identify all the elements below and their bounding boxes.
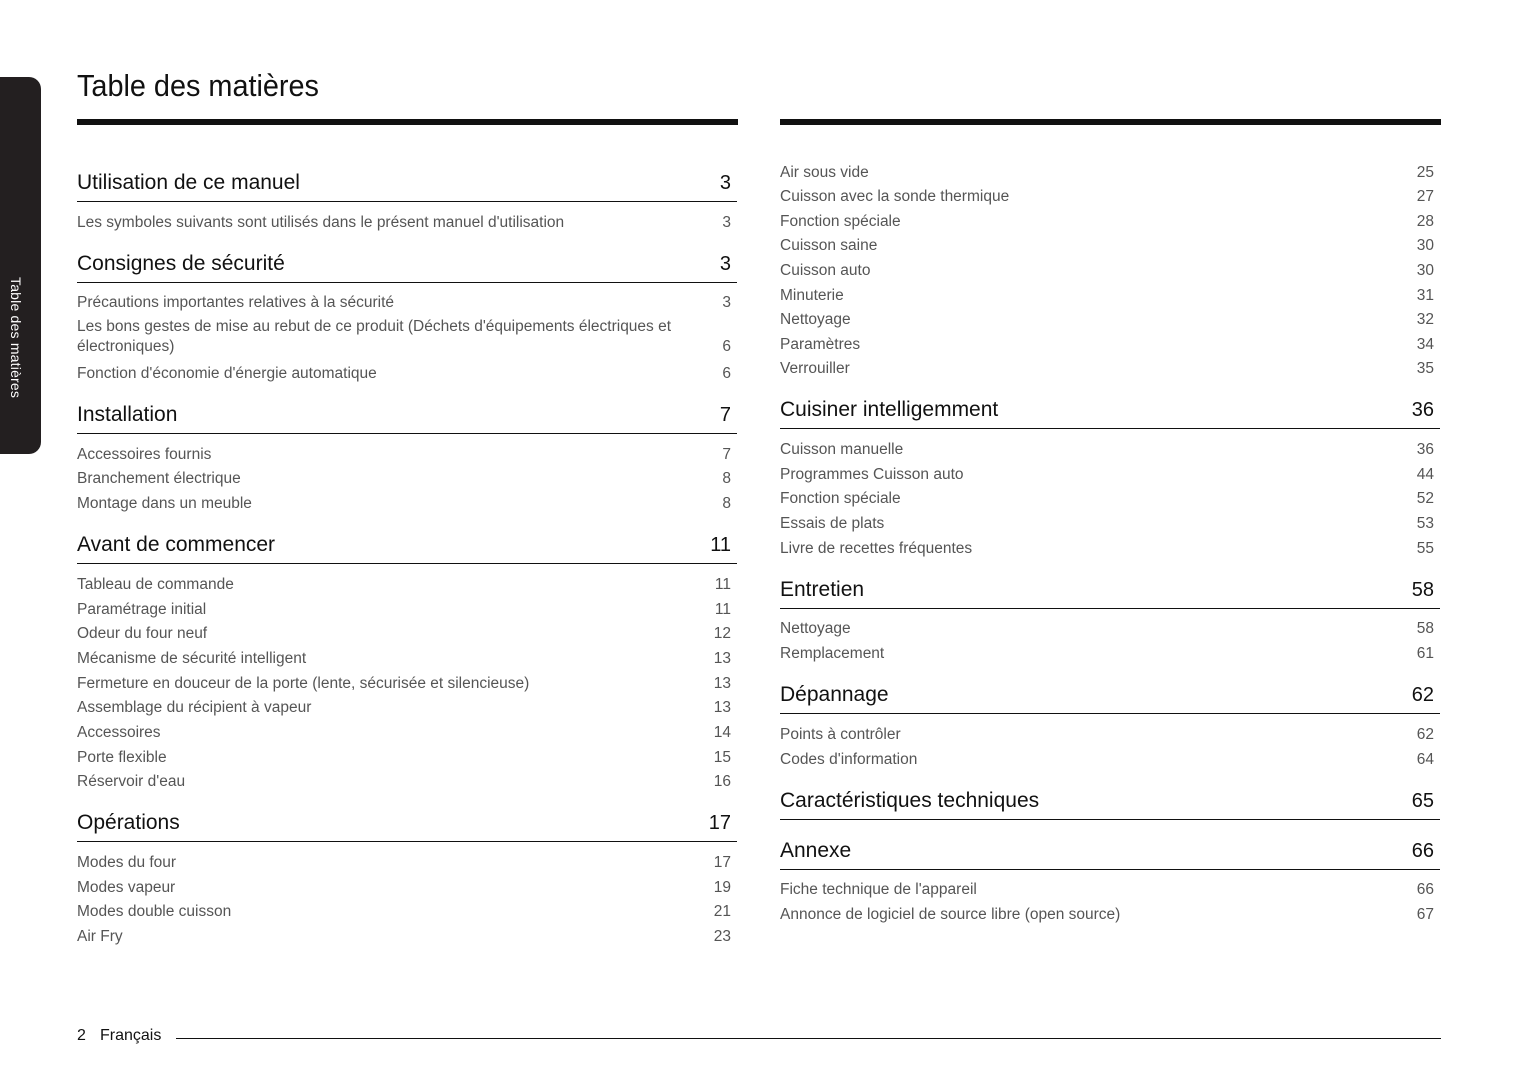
toc-entry[interactable] <box>780 745 1440 770</box>
toc-entry-label: Cuisson avec la sonde thermique <box>780 188 1010 206</box>
toc-entry-label: Porte flexible <box>77 748 167 766</box>
toc-entry-label: Modes du four <box>77 854 177 871</box>
toc-entry-label: Cuisson auto <box>780 261 871 279</box>
toc-right-column <box>780 156 1440 925</box>
toc-entry-label: Odeur du four neuf <box>77 625 208 643</box>
toc-entry-label: Air sous vide <box>780 163 869 181</box>
toc-entry-page: 15 <box>713 748 731 766</box>
toc-entry-page: 8 <box>722 470 731 488</box>
toc-entry-label: Fonction spéciale <box>780 212 901 230</box>
footer-page-number: 2 <box>77 1027 86 1044</box>
toc-entry-page: 58 <box>1416 620 1434 638</box>
toc-section-page: 66 <box>1411 839 1434 862</box>
toc-entry-page: 13 <box>713 674 731 692</box>
toc-section-title: Consignes de sécurité <box>77 251 285 275</box>
toc-entry[interactable] <box>780 509 1440 534</box>
toc-entry-page: 35 <box>1416 360 1434 378</box>
toc-section-items <box>780 609 1440 664</box>
toc-entry[interactable] <box>77 289 737 314</box>
toc-entry-label: Fiche technique de l'appareil <box>780 881 977 899</box>
toc-section-page: 7 <box>719 404 731 427</box>
toc-entry-page: 31 <box>1416 286 1434 304</box>
toc-entry-label: Tableau de commande <box>77 575 234 593</box>
toc-entry[interactable] <box>780 158 1440 183</box>
toc-entry-label: Branchement électrique <box>77 470 241 488</box>
toc-section-items <box>77 202 737 233</box>
toc-entry-page: 13 <box>713 649 731 667</box>
page-title: Table des matières <box>77 68 319 103</box>
toc-entry[interactable] <box>780 485 1440 510</box>
toc-entry-label: Modes double cuisson <box>77 903 232 921</box>
toc-section-title: Caractéristiques techniques <box>780 788 1040 812</box>
toc-entry-page: 36 <box>1416 441 1434 459</box>
toc-section-items <box>77 564 737 792</box>
toc-entry-page: 34 <box>1416 335 1434 353</box>
toc-entry-page: 13 <box>713 699 731 717</box>
toc-entry-label: Air Fry <box>77 928 123 946</box>
toc-section-title: Entretien <box>780 577 865 601</box>
toc-section-title: Utilisation de ce manuel <box>77 171 300 194</box>
toc-entry-page: 62 <box>1416 725 1434 743</box>
side-tab-label: Table des matières <box>8 277 24 399</box>
toc-entry-label: Verrouiller <box>780 360 850 378</box>
toc-left-column <box>77 164 737 947</box>
toc-entry[interactable] <box>780 435 1440 460</box>
toc-section <box>780 782 1440 820</box>
toc-section-page: 62 <box>1411 684 1434 707</box>
toc-entry-label: Paramètres <box>780 335 861 353</box>
toc-entry-label: Essais de plats <box>780 515 885 533</box>
toc-entry-page: 8 <box>722 495 731 513</box>
toc-entry[interactable] <box>77 595 737 620</box>
toc-entry[interactable] <box>780 876 1440 901</box>
toc-section-page: 58 <box>1411 578 1434 601</box>
toc-entry-label: Nettoyage <box>780 311 851 329</box>
toc-entry[interactable] <box>77 898 737 923</box>
toc-entry[interactable] <box>780 355 1440 380</box>
toc-section-title: Cuisiner intelligemment <box>780 398 999 422</box>
toc-entry-page: 25 <box>1416 163 1434 181</box>
toc-entry-page: 7 <box>722 445 731 463</box>
toc-entry-label: Programmes Cuisson auto <box>780 465 964 483</box>
toc-section <box>77 396 737 514</box>
toc-entry-label: Réservoir d'eau <box>77 773 186 791</box>
toc-entry-page: 44 <box>1416 465 1434 483</box>
toc-entry[interactable] <box>780 330 1440 355</box>
toc-entry-label: Nettoyage <box>780 620 851 638</box>
toc-entry[interactable] <box>77 694 737 719</box>
toc-entry-page: 30 <box>1416 261 1434 279</box>
toc-entry-label: Fonction d'économie d'énergie automatique <box>77 365 377 383</box>
toc-entry-page: 19 <box>713 878 731 896</box>
toc-entry[interactable] <box>77 873 737 898</box>
toc-entry-label: Points à contrôler <box>780 725 901 743</box>
toc-entry[interactable] <box>77 570 737 595</box>
toc-entry-label: Paramétrage initial <box>77 600 207 618</box>
toc-entry-page: 11 <box>714 575 731 593</box>
toc-entry[interactable] <box>780 207 1440 232</box>
toc-entry-page: 64 <box>1416 750 1434 768</box>
toc-section <box>77 526 737 792</box>
toc-entry-page: 21 <box>713 903 731 921</box>
toc-entry-label: Assemblage du récipient à vapeur <box>77 699 312 717</box>
toc-entry-page: 12 <box>713 625 731 643</box>
toc-entry-page: 32 <box>1416 311 1434 329</box>
toc-section <box>780 832 1440 925</box>
toc-entry[interactable] <box>77 313 737 359</box>
toc-entry-label: Fermeture en douceur de la porte (lente, sécurisée et silencieuse) <box>77 674 530 692</box>
toc-section-heading[interactable] <box>77 396 737 434</box>
toc-section-heading[interactable] <box>780 391 1440 429</box>
title-rule-right <box>780 119 1441 125</box>
toc-section-heading[interactable] <box>77 164 737 202</box>
toc-entry[interactable] <box>77 743 737 768</box>
toc-entry-page: 23 <box>713 928 731 946</box>
toc-entry[interactable] <box>77 669 737 694</box>
toc-entry-page: 53 <box>1416 515 1434 533</box>
toc-section-heading[interactable] <box>77 245 737 283</box>
toc-entry[interactable] <box>77 718 737 743</box>
toc-section-title: Annexe <box>780 838 852 862</box>
toc-entry-label: Accessoires fournis <box>77 445 212 463</box>
toc-entry[interactable] <box>77 489 737 514</box>
toc-entry-label: Fonction spéciale <box>780 490 901 508</box>
toc-entry[interactable] <box>77 848 737 873</box>
toc-entry[interactable] <box>780 306 1440 331</box>
toc-entry-label: Accessoires <box>77 723 161 741</box>
toc-section <box>780 676 1440 769</box>
toc-entry-label: Les bons gestes de mise au rebut de ce produit (Déchets d'équipements électriques et électroniques) <box>77 318 672 356</box>
toc-entry[interactable] <box>77 440 737 465</box>
toc-entry-label: Montage dans un meuble <box>77 495 252 513</box>
toc-section-items <box>77 842 737 947</box>
toc-entry-page: 11 <box>714 600 731 618</box>
toc-entry-label: Codes d'information <box>780 750 918 768</box>
toc-entry-label: Les symboles suivants sont utilisés dans le présent manuel d'utilisation <box>77 213 565 231</box>
toc-entry[interactable] <box>77 359 737 384</box>
toc-section-page: 11 <box>710 534 731 557</box>
toc-entry[interactable] <box>780 534 1440 559</box>
footer-rule <box>176 1038 1441 1039</box>
title-rule-left <box>77 119 738 125</box>
toc-entry[interactable] <box>780 256 1440 281</box>
toc-section-title: Avant de commencer <box>77 533 276 557</box>
toc-entry-page: 14 <box>713 723 731 741</box>
toc-entry-page: 55 <box>1416 539 1434 557</box>
toc-entry[interactable] <box>780 720 1440 745</box>
toc-section-items <box>780 714 1440 769</box>
toc-section <box>780 571 1440 664</box>
toc-entry-page: 16 <box>713 773 731 791</box>
toc-entry-page: 52 <box>1416 490 1434 508</box>
toc-entry[interactable] <box>780 183 1440 208</box>
toc-entry-label: Livre de recettes fréquentes <box>780 539 973 557</box>
toc-entry-page: 27 <box>1416 188 1434 206</box>
toc-entry-label: Cuisson saine <box>780 237 878 255</box>
toc-section <box>780 391 1440 558</box>
toc-entry-page: 6 <box>722 365 731 383</box>
toc-entry-label: Cuisson manuelle <box>780 441 904 459</box>
toc-section-title: Installation <box>77 403 178 427</box>
toc-entry-page: 6 <box>722 338 731 356</box>
toc-section <box>77 245 737 384</box>
toc-entry-page: 3 <box>722 213 731 231</box>
toc-section-page: 3 <box>719 172 731 194</box>
toc-section-items <box>780 870 1440 925</box>
toc-section-heading[interactable] <box>77 804 737 842</box>
toc-entry[interactable] <box>780 460 1440 485</box>
footer-language: Français <box>100 1027 162 1044</box>
toc-section-title: Opérations <box>77 811 180 835</box>
toc-entry-page: 30 <box>1416 237 1434 255</box>
toc-right-sections <box>780 391 1440 925</box>
toc-section-items <box>77 434 737 514</box>
toc-entry-label: Précautions importantes relatives à la sécurité <box>77 294 395 312</box>
toc-section-title: Dépannage <box>780 683 889 707</box>
toc-entry[interactable] <box>780 639 1440 664</box>
toc-section <box>77 164 737 233</box>
toc-entry[interactable] <box>77 768 737 793</box>
toc-entry[interactable] <box>77 208 737 233</box>
toc-entry[interactable] <box>77 465 737 490</box>
toc-entry-label: Minuterie <box>780 286 844 304</box>
toc-entry[interactable] <box>77 644 737 669</box>
toc-entry[interactable] <box>780 281 1440 306</box>
toc-continued-items <box>780 156 1440 379</box>
toc-entry-page: 61 <box>1416 645 1434 663</box>
toc-entry[interactable] <box>780 232 1440 257</box>
toc-section-page: 3 <box>719 252 731 275</box>
toc-entry[interactable] <box>77 922 737 947</box>
toc-section-items <box>77 283 737 384</box>
toc-entry-page: 67 <box>1416 905 1434 923</box>
side-tab <box>0 77 41 454</box>
toc-entry-page: 3 <box>722 294 731 312</box>
toc-entry-label: Annonce de logiciel de source libre (open source) <box>780 905 1121 923</box>
toc-section-heading[interactable] <box>780 676 1440 714</box>
toc-entry-page: 28 <box>1416 212 1434 230</box>
toc-section-page: 65 <box>1411 789 1434 812</box>
toc-entry-label: Modes vapeur <box>77 878 176 896</box>
toc-section-heading[interactable] <box>780 832 1440 870</box>
toc-entry-label: Mécanisme de sécurité intelligent <box>77 649 307 667</box>
toc-entry[interactable] <box>780 615 1440 640</box>
toc-entry-label: Remplacement <box>780 645 885 663</box>
toc-section-heading[interactable] <box>780 571 1440 609</box>
toc-entry[interactable] <box>77 620 737 645</box>
toc-section-items <box>780 429 1440 558</box>
toc-entry[interactable] <box>780 900 1440 925</box>
toc-entry-page: 17 <box>713 854 731 871</box>
toc-section-page: 17 <box>708 812 731 835</box>
toc-section-page: 36 <box>1411 399 1434 422</box>
toc-section-heading[interactable] <box>77 526 737 564</box>
toc-entry-page: 66 <box>1416 881 1434 899</box>
toc-section <box>77 804 737 947</box>
toc-section-heading[interactable] <box>780 782 1440 820</box>
